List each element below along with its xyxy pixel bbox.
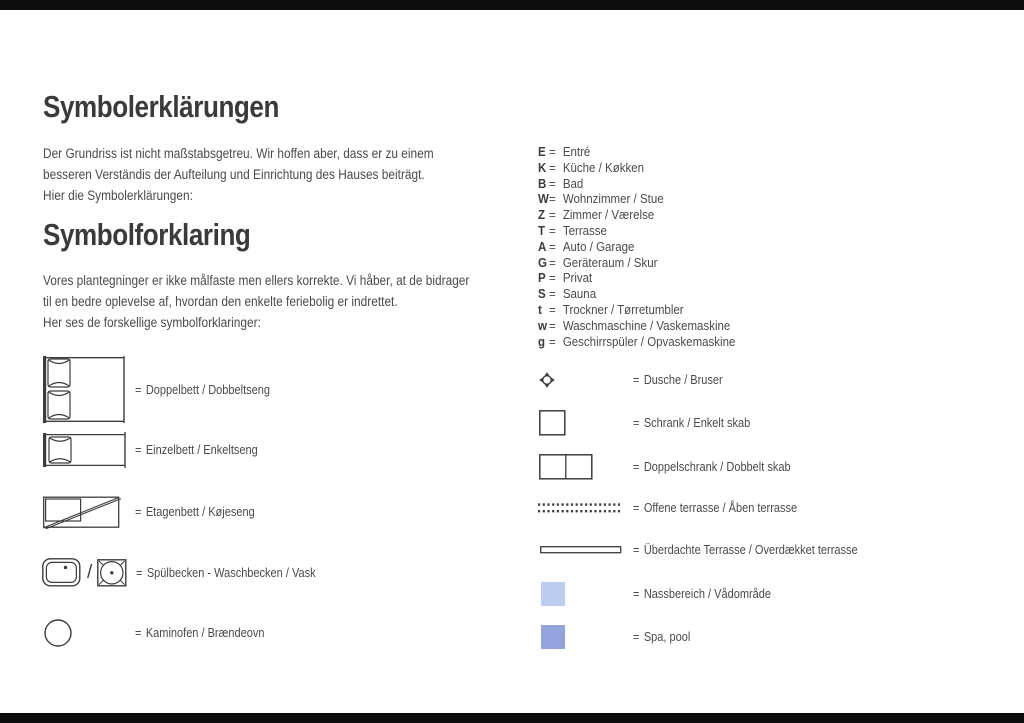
room-code-text: Terrasse — [562, 223, 607, 238]
equals-sign: = — [549, 239, 556, 254]
equals-sign: = — [549, 223, 556, 238]
room-code-text: Sauna — [562, 287, 597, 302]
cabinet-icon — [539, 410, 566, 436]
paragraph-line: besseren Verständis der Aufteilung und Einrichtung des Hauses beiträgt. — [43, 166, 425, 182]
paragraph-line: Vores plantegninger er ikke målfaste men ellers korrekte. Vi håber, at de bidrager — [43, 273, 470, 288]
sink-symbols — [42, 558, 127, 587]
legend-label — [633, 460, 791, 474]
room-code-text: Zimmer / Værelse — [562, 208, 655, 223]
room-code-letter: Z — [538, 208, 546, 223]
legend-label-text: Offene terrasse / Åben terrasse — [643, 501, 798, 515]
room-code-row — [538, 287, 735, 303]
legend-label — [135, 443, 258, 457]
double-bed-icon — [43, 356, 126, 423]
equals-sign: = — [549, 302, 556, 317]
equals-sign: = — [633, 373, 640, 387]
equals-sign: = — [633, 416, 640, 430]
room-code-letter: W — [538, 192, 549, 207]
shower-icon — [539, 372, 555, 388]
legend-label-text: Kaminofen / Brændeovn — [145, 626, 265, 640]
legend-row-double-bed — [43, 356, 270, 423]
equals-sign: = — [633, 501, 640, 515]
equals-sign: = — [549, 176, 556, 191]
legend-label — [135, 505, 255, 519]
room-code-row — [538, 240, 735, 256]
bunk-bed-icon — [43, 496, 121, 529]
legend-label — [633, 373, 723, 387]
open-terrace-icon — [537, 503, 621, 513]
wet-area-swatch — [541, 582, 565, 606]
legend-label — [135, 626, 264, 640]
legend-label-text: Spülbecken - Waschbecken / Vask — [146, 565, 316, 580]
room-code-text: Küche / Køkken — [562, 160, 645, 175]
room-code-row — [538, 319, 735, 335]
legend-label — [633, 587, 771, 601]
equals-sign: = — [136, 565, 143, 580]
legend-row-stove — [43, 619, 265, 647]
legend-label-text: Einzelbett / Enkeltseng — [145, 443, 258, 457]
legend-row-single-bed — [43, 432, 258, 468]
equals-sign: = — [633, 543, 640, 557]
legend-label — [633, 543, 858, 557]
room-code-text: Auto / Garage — [562, 239, 635, 254]
room-code-text: Trockner / Tørretumbler — [562, 302, 684, 317]
legend-label-text: Doppelschrank / Dobbelt skab — [643, 460, 791, 474]
equals-sign: = — [549, 255, 556, 270]
single-bed-icon — [43, 432, 128, 468]
room-code-row — [538, 271, 735, 287]
equals-sign: = — [549, 145, 556, 159]
room-code-text: Privat — [562, 271, 593, 286]
room-code-letter: T — [538, 223, 546, 238]
room-code-letter: E — [538, 145, 546, 159]
legend-label-text: Nassbereich / Vådområde — [643, 587, 772, 601]
equals-sign: = — [549, 334, 556, 349]
room-code-row — [538, 192, 735, 208]
legend-label — [633, 416, 750, 430]
equals-sign: = — [549, 192, 556, 207]
room-code-letter: t — [538, 302, 542, 317]
legend-row-wet-area — [541, 582, 772, 606]
room-code-list — [538, 145, 735, 350]
room-code-text: Bad — [562, 176, 584, 191]
round-sink-icon — [97, 559, 127, 587]
legend-label-text: Dusche / Bruser — [643, 373, 723, 387]
intro-paragraph-german — [43, 144, 434, 206]
wood-stove-icon — [44, 619, 73, 647]
room-code-text: Waschmaschine / Vaskemaskine — [562, 318, 731, 333]
room-code-row — [538, 303, 735, 319]
room-code-letter: S — [538, 287, 546, 302]
sink-icon — [42, 558, 81, 587]
equals-sign: = — [549, 160, 556, 175]
room-code-row — [538, 177, 735, 193]
equals-sign: = — [549, 208, 556, 223]
room-code-letter: A — [538, 239, 547, 254]
room-code-letter: w — [538, 318, 547, 333]
legend-label — [633, 501, 797, 515]
page-title-danish: Symbolforklaring — [43, 217, 251, 252]
legend-row-bunk-bed — [43, 496, 255, 528]
room-code-letter: G — [538, 255, 547, 270]
legend-label-text: Doppelbett / Dobbeltseng — [145, 382, 270, 397]
equals-sign: = — [633, 587, 640, 601]
room-code-row — [538, 161, 735, 177]
room-code-letter: P — [538, 271, 546, 286]
top-black-bar — [0, 0, 1024, 10]
legend-row-open-terrace — [537, 501, 798, 515]
legend-label-text: Etagenbett / Køjeseng — [145, 505, 255, 519]
paragraph-line: Her ses de forskellige symbolforklaringer: — [43, 314, 261, 330]
legend-label-text: Spa, pool — [643, 630, 691, 644]
legend-row-covered-terrace — [540, 543, 858, 557]
room-code-text: Geräteraum / Skur — [562, 255, 658, 270]
room-code-text: Geschirrspüler / Opvaskemaskine — [562, 334, 736, 349]
room-code-text: Entré — [562, 145, 591, 159]
room-code-letter: K — [538, 160, 547, 175]
legend-label-text: Schrank / Enkelt skab — [643, 416, 751, 430]
room-code-letter: g — [538, 334, 546, 349]
room-code-row — [538, 335, 735, 351]
slash-separator: / — [87, 562, 93, 583]
paragraph-line: til en bedre oplevelse af, hvordan den enkelte feriebolig er indrettet. — [43, 293, 398, 309]
room-code-row — [538, 224, 735, 240]
paragraph-line: Der Grundriss ist nicht maßstabsgetreu. Wir hoffen aber, dass er zu einem — [43, 146, 434, 161]
room-code-letter: B — [538, 176, 547, 191]
equals-sign: = — [549, 318, 556, 333]
legend-label — [633, 630, 690, 644]
legend-row-spa-pool — [541, 625, 691, 649]
equals-sign: = — [633, 630, 640, 644]
equals-sign: = — [135, 505, 142, 519]
page-title-german: Symbolerklärungen — [43, 89, 279, 124]
legend-row-double-cabinet — [539, 454, 791, 480]
room-code-row — [538, 145, 735, 161]
double-cabinet-icon — [539, 454, 593, 480]
equals-sign: = — [633, 460, 640, 474]
room-code-row — [538, 208, 735, 224]
bottom-black-bar — [0, 713, 1024, 723]
equals-sign: = — [135, 382, 142, 397]
equals-sign: = — [135, 626, 142, 640]
covered-terrace-icon — [540, 546, 622, 554]
spa-pool-swatch — [541, 625, 565, 649]
paragraph-line: Hier die Symbolerklärungen: — [43, 187, 193, 203]
intro-paragraph-danish — [43, 271, 469, 333]
legend-label — [136, 566, 316, 580]
room-code-text: Wohnzimmer / Stue — [562, 192, 664, 207]
legend-row-shower — [539, 372, 723, 388]
legend-row-cabinet — [539, 410, 751, 436]
legend-label-text: Überdachte Terrasse / Overdækket terrasse — [643, 543, 858, 557]
equals-sign: = — [135, 443, 142, 457]
equals-sign: = — [549, 287, 556, 302]
equals-sign: = — [549, 271, 556, 286]
legend-label — [135, 383, 270, 397]
room-code-row — [538, 256, 735, 272]
